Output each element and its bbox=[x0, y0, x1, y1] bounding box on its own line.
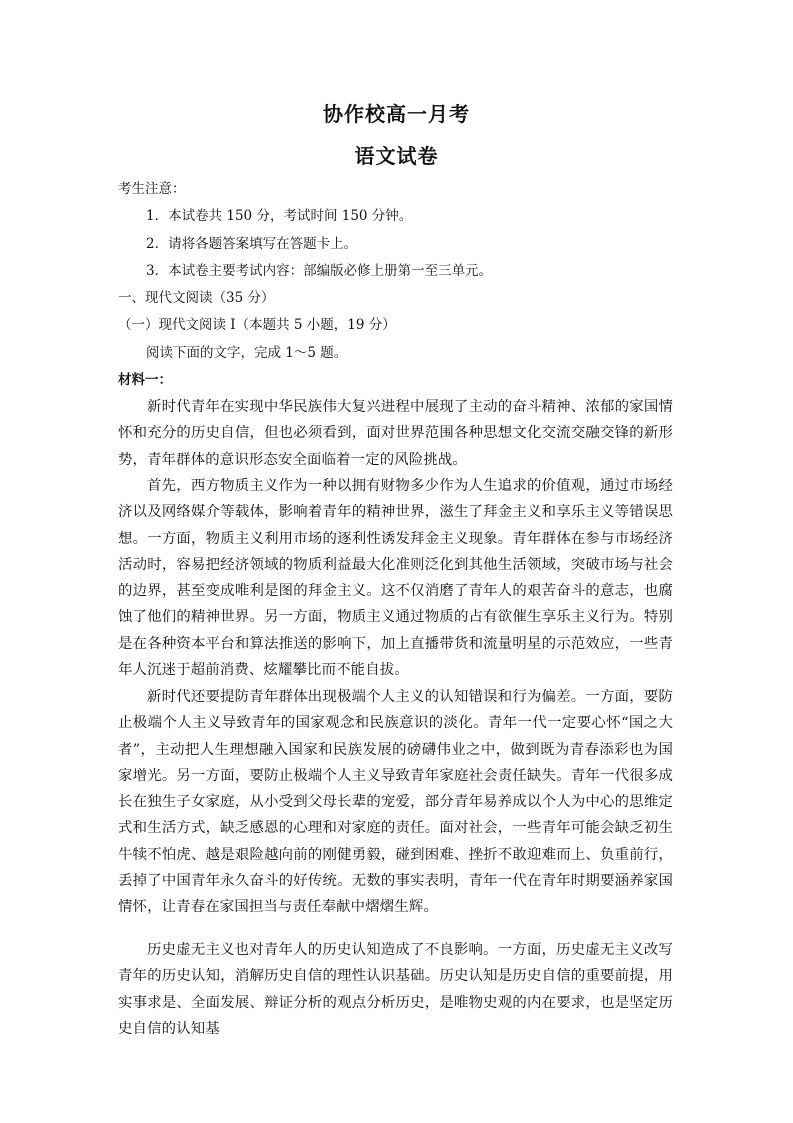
notice-heading: 考生注意： bbox=[118, 181, 186, 197]
paragraph-1: 新时代青年在实现中华民族伟大复兴进程中展现了主动的奋斗精神、浓郁的家国情怀和充分的历史自信，但也必须看到，面对世界范围各种思想文化交流交融交锋的新形势，青年群体的意识形态安全面临着一定的风险挑战。 bbox=[118, 399, 673, 468]
section-subheading: （一）现代文阅读 I（本题共 5 小题，19 分） bbox=[118, 317, 396, 333]
paragraph-2: 首先，西方物质主义作为一种以拥有财物多少作为人生追求的价值观，通过市场经济以及网络媒介等载体，影响着青年的精神世界，滋生了拜金主义和享乐主义等错误思想。一方面，物质主义利用市场的逐利性诱发拜金主义现象。青年群体在参与市场经济活动时，容易把经济领域的物质利益最大化准则泛化到其他生活领域，突破市场与社会的边界，甚至变成唯利是图的拜金主义。这不仅消磨了青年人的艰苦奋斗的意志，也腐蚀了他们的精神世界。另一方面，物质主义通过物质的占有欲催生享乐主义行为。特别是在各种资本平台和算法推送的影响下，加上直播带货和流量明星的示范效应，一些青年人沉迷于超前消费、炫耀攀比而不能自拔。 bbox=[118, 478, 673, 679]
section-heading: 一、现代文阅读（35 分） bbox=[118, 290, 275, 306]
exam-title: 协作校高一月考 bbox=[323, 102, 470, 126]
subject-title: 语文试卷 bbox=[354, 144, 439, 168]
paragraph-3: 新时代还要提防青年群体出现极端个人主义的认知错误和行为偏差。一方面，要防止极端个人主义导致青年的国家观念和民族意识的淡化。青年一代一定要心怀“国之大者”，主动把人生理想融入国家和民族发展的磅礴伟业之中，做到既为青春添彩也为国家增光。另一方面，要防止极端个人主义导致青年家庭社会责任缺失。青年一代很多成长在独生子女家庭，从小受到父母长辈的宠爱，部分青年易养成以个人为中心的思维定式和生活方式，缺乏感恩的心理和对家庭的责任。面对社会，一些青年可能会缺乏初生牛犊不怕虎、越是艰险越向前的刚健勇毅，碰到困难、挫折不敢迎难而上、负重前行，丢掉了中国青年永久奋斗的好传统。无数的事实表明，青年一代在青年时期要涵养家国情怀，让青春在家国担当与责任奉献中熠熠生辉。 bbox=[118, 689, 673, 916]
paragraph-4: 历史虚无主义也对青年人的历史认知造成了不良影响。一方面，历史虚无主义改写青年的历史认知，消解历史自信的理性认识基础。历史认知是历史自信的重要前提，用实事求是、全面发展、辩证分析的观点分析历史，是唯物史观的内在要求，也是坚定历史自信的认知基 bbox=[118, 942, 673, 1037]
notice-item-1: 1．本试卷共 150 分，考试时间 150 分钟。 bbox=[146, 208, 413, 224]
material-label: 材料一： bbox=[118, 372, 172, 388]
notice-item-2: 2．请将各题答案填写在答题卡上。 bbox=[146, 236, 358, 252]
reading-instruction: 阅读下面的文字，完成 1～5 题。 bbox=[146, 345, 348, 361]
notice-item-3: 3．本试卷主要考试内容：部编版必修上册第一至三单元。 bbox=[146, 263, 493, 279]
